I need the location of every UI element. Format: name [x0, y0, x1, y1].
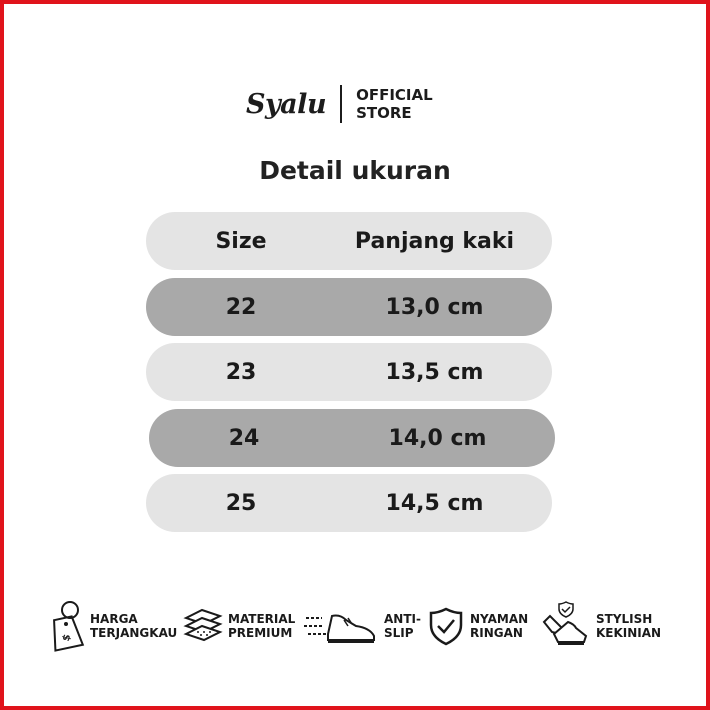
feature-harga-label: HARGA TERJANGKAU	[90, 612, 178, 640]
stylish-shoes-icon	[540, 600, 592, 652]
feature-stylish	[540, 596, 661, 656]
row-length: 13,0 cm	[385, 294, 484, 320]
table-row	[146, 343, 552, 401]
row-length: 14,5 cm	[385, 490, 484, 516]
row-size: 23	[225, 359, 257, 385]
official-store-line2: STORE	[356, 104, 412, 122]
table-row	[146, 474, 552, 532]
brand-divider	[340, 85, 342, 123]
feature-material	[182, 596, 295, 656]
header-size: Size	[215, 228, 267, 254]
feature-nyaman	[428, 596, 528, 656]
official-store-line1: OFFICIAL	[356, 86, 433, 104]
table-row	[149, 409, 555, 467]
feature-nyaman-label: NYAMAN RINGAN	[470, 612, 529, 640]
material-layers-icon	[182, 604, 224, 648]
brand-header	[246, 84, 433, 124]
price-tag-icon	[48, 600, 86, 652]
row-length: 13,5 cm	[385, 359, 484, 385]
official-store-label	[356, 86, 433, 122]
brand-logo: Syalu	[246, 88, 327, 120]
row-size: 25	[225, 490, 257, 516]
table-row	[146, 278, 552, 336]
size-table-header	[146, 212, 552, 270]
shoe-icon	[304, 604, 380, 648]
row-length: 14,0 cm	[388, 425, 487, 451]
feature-material-label: MATERIAL PREMIUM	[228, 612, 296, 640]
feature-antislip	[304, 596, 421, 656]
feature-antislip-label: ANTI- SLIP	[384, 612, 421, 640]
header-length: Panjang kaki	[354, 228, 515, 254]
svg-text:$: $	[60, 633, 74, 643]
row-size: 22	[225, 294, 257, 320]
page-title: Detail ukuran	[259, 156, 451, 185]
row-size: 24	[228, 425, 260, 451]
feature-stylish-label: STYLISH KEKINIAN	[596, 612, 662, 640]
feature-harga	[48, 596, 177, 656]
feature-strip	[40, 596, 680, 656]
shield-check-icon	[428, 605, 464, 647]
